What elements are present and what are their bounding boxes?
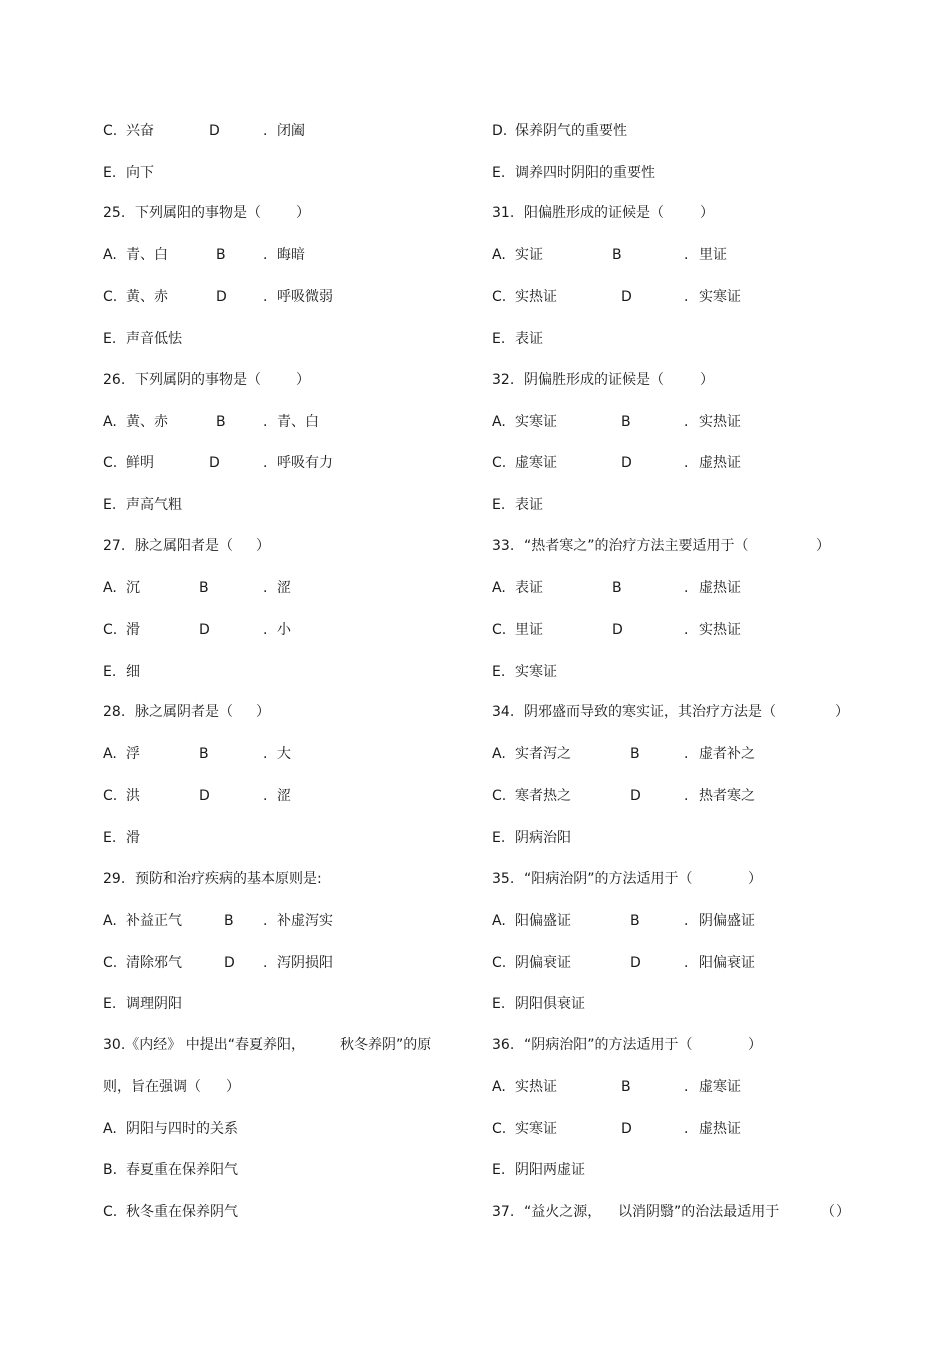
right-line-26-part-2: 阴阳两虚证 [515, 1162, 585, 1178]
left-line-7-part-2: 下列属阴的事物是（ [135, 372, 261, 388]
left-line-15-part-2: 脉之属阴者是（ [135, 704, 233, 720]
left-line-15-part-1: 28. [103, 704, 126, 720]
right-line-12-part-3: B [612, 580, 622, 596]
left-line-20-part-4: . [263, 913, 268, 929]
right-line-14-part-1: E. [492, 664, 506, 680]
right-line-24-part-3: B [621, 1079, 631, 1095]
right-line-27-part-5: ） [836, 1204, 850, 1220]
right-line-16-part-4: . [684, 746, 689, 762]
right-line-16-part-5: 虚者补之 [699, 746, 755, 762]
right-line-21-part-4: . [684, 955, 689, 971]
left-line-24-part-1: 则，旨在强调（ [103, 1079, 201, 1095]
left-line-25-part-1: A. [103, 1121, 117, 1137]
left-line-13-part-5: 小 [277, 622, 291, 638]
left-line-4-part-4: . [263, 247, 268, 263]
left-line-16-part-3: B [199, 746, 209, 762]
left-line-26-part-1: B. [103, 1162, 118, 1178]
left-line-14-part-1: E. [103, 664, 117, 680]
right-line-5-part-1: C. [492, 289, 507, 305]
right-line-7-part-3: ） [700, 372, 714, 388]
left-line-4-part-3: B [216, 247, 226, 263]
right-line-11-part-1: 33. [492, 538, 515, 554]
right-line-16-part-2: 实者泻之 [515, 746, 571, 762]
right-line-18-part-1: E. [492, 830, 506, 846]
left-line-4-part-5: 晦暗 [277, 247, 305, 263]
left-line-24-part-2: ） [226, 1079, 240, 1095]
left-line-5-part-3: D [216, 289, 227, 305]
left-line-2-part-2: 向下 [126, 165, 154, 181]
left-line-16-part-2: 浮 [126, 746, 140, 762]
right-line-1-part-2: 保养阴气的重要性 [515, 123, 627, 139]
left-line-17-part-4: . [263, 788, 268, 804]
left-line-1-part-5: 闭阖 [277, 123, 305, 139]
left-line-20-part-5: 补虚泻实 [277, 913, 333, 929]
right-line-17-part-3: D [630, 788, 641, 804]
right-line-20-part-4: . [684, 913, 689, 929]
right-line-9-part-2: 虚寒证 [515, 455, 557, 471]
left-line-9-part-4: . [263, 455, 268, 471]
right-line-17-part-4: . [684, 788, 689, 804]
left-line-22-part-2: 调理阴阳 [126, 996, 182, 1012]
right-line-24-part-2: 实热证 [515, 1079, 557, 1095]
right-line-22-part-2: 阴阳俱衰证 [515, 996, 585, 1012]
left-line-3-part-2: 下列属阳的事物是（ [135, 205, 261, 221]
right-line-19-part-3: ） [748, 871, 762, 887]
right-line-2-part-2: 调养四时阴阳的重要性 [515, 165, 655, 181]
left-line-8-part-2: 黄、赤 [126, 414, 168, 430]
left-line-13-part-2: 滑 [126, 622, 140, 638]
left-line-21-part-1: C. [103, 955, 118, 971]
left-line-11-part-1: 27. [103, 538, 126, 554]
left-line-20-part-1: A. [103, 913, 117, 929]
left-line-12-part-2: 沉 [126, 580, 140, 596]
right-line-6-part-1: E. [492, 331, 506, 347]
right-line-22-part-1: E. [492, 996, 506, 1012]
left-line-12-part-1: A. [103, 580, 117, 596]
right-line-9-part-1: C. [492, 455, 507, 471]
right-line-1-part-1: D. [492, 123, 508, 139]
left-line-16-part-4: . [263, 746, 268, 762]
right-line-16-part-3: B [630, 746, 640, 762]
left-line-20-part-3: B [224, 913, 234, 929]
right-line-20-part-2: 阳偏盛证 [515, 913, 571, 929]
right-line-24-part-1: A. [492, 1079, 506, 1095]
left-line-17-part-5: 涩 [277, 788, 291, 804]
right-line-25-part-1: C. [492, 1121, 507, 1137]
left-line-20-part-2: 补益正气 [126, 913, 182, 929]
left-line-16-part-5: 大 [277, 746, 291, 762]
right-line-8-part-3: B [621, 414, 631, 430]
right-line-18-part-2: 阴病治阳 [515, 830, 571, 846]
right-line-21-part-3: D [630, 955, 641, 971]
right-line-23-part-3: ） [748, 1037, 762, 1053]
right-line-13-part-2: 里证 [515, 622, 543, 638]
right-line-17-part-1: C. [492, 788, 507, 804]
right-line-8-part-4: . [684, 414, 689, 430]
left-line-13-part-4: . [263, 622, 268, 638]
left-line-18-part-1: E. [103, 830, 117, 846]
left-line-21-part-3: D [224, 955, 235, 971]
right-line-12-part-2: 表证 [515, 580, 543, 596]
left-line-27-part-1: C. [103, 1204, 118, 1220]
right-line-7-part-1: 32. [492, 372, 515, 388]
right-line-6-part-2: 表证 [515, 331, 543, 347]
right-line-4-part-1: A. [492, 247, 506, 263]
left-line-8-part-1: A. [103, 414, 117, 430]
left-line-23-part-1: 30.《内经》 中提出“春夏养阳， [103, 1037, 305, 1053]
left-line-4-part-2: 青、白 [126, 247, 168, 263]
left-line-13-part-3: D [199, 622, 210, 638]
right-line-9-part-5: 虚热证 [699, 455, 741, 471]
left-line-23-part-2: 秋冬养阴”的原 [340, 1037, 432, 1053]
left-line-10-part-2: 声高气粗 [126, 497, 182, 513]
left-line-13-part-1: C. [103, 622, 118, 638]
left-line-1-part-1: C. [103, 123, 118, 139]
left-line-3-part-1: 25. [103, 205, 126, 221]
right-line-13-part-4: . [684, 622, 689, 638]
right-line-24-part-5: 虚寒证 [699, 1079, 741, 1095]
left-line-5-part-4: . [263, 289, 268, 305]
left-line-8-part-4: . [263, 414, 268, 430]
left-line-2-part-1: E. [103, 165, 117, 181]
left-line-9-part-1: C. [103, 455, 118, 471]
left-line-1-part-4: . [263, 123, 268, 139]
right-line-23-part-1: 36. [492, 1037, 515, 1053]
right-line-10-part-2: 表证 [515, 497, 543, 513]
left-line-6-part-1: E. [103, 331, 117, 347]
right-line-13-part-1: C. [492, 622, 507, 638]
right-line-16-part-1: A. [492, 746, 506, 762]
left-line-27-part-2: 秋冬重在保养阴气 [126, 1204, 238, 1220]
right-line-26-part-1: E. [492, 1162, 506, 1178]
right-line-2-part-1: E. [492, 165, 506, 181]
left-line-14-part-2: 细 [126, 664, 140, 680]
left-line-17-part-2: 洪 [126, 788, 140, 804]
left-line-3-part-3: ） [296, 205, 310, 221]
right-line-7-part-2: 阴偏胜形成的证候是（ [524, 372, 664, 388]
right-line-3-part-2: 阳偏胜形成的证候是（ [524, 205, 664, 221]
right-line-9-part-4: . [684, 455, 689, 471]
right-line-20-part-5: 阴偏盛证 [699, 913, 755, 929]
left-line-12-part-5: 涩 [277, 580, 291, 596]
left-line-8-part-5: 青、白 [277, 414, 319, 430]
right-line-25-part-5: 虚热证 [699, 1121, 741, 1137]
left-line-21-part-2: 清除邪气 [126, 955, 182, 971]
left-line-22-part-1: E. [103, 996, 117, 1012]
right-line-4-part-4: . [684, 247, 689, 263]
left-line-12-part-3: B [199, 580, 209, 596]
right-line-15-part-2: 阴邪盛而导致的寒实证，其治疗方法是（ [524, 704, 776, 720]
right-line-11-part-3: ） [816, 538, 830, 554]
right-line-4-part-2: 实证 [515, 247, 543, 263]
left-line-5-part-1: C. [103, 289, 118, 305]
left-line-19-part-2: 预防和治疗疾病的基本原则是: [135, 871, 322, 887]
left-line-25-part-2: 阴阳与四时的关系 [126, 1121, 238, 1137]
left-line-19-part-1: 29. [103, 871, 126, 887]
left-line-10-part-1: E. [103, 497, 117, 513]
right-line-4-part-5: 里证 [699, 247, 727, 263]
right-line-8-part-5: 实热证 [699, 414, 741, 430]
right-line-21-part-1: C. [492, 955, 507, 971]
right-line-27-part-4: （ [821, 1204, 835, 1220]
left-line-21-part-5: 泻阴损阳 [277, 955, 333, 971]
right-line-5-part-3: D [621, 289, 632, 305]
right-line-14-part-2: 实寒证 [515, 664, 557, 680]
right-line-21-part-2: 阴偏衰证 [515, 955, 571, 971]
left-line-21-part-4: . [263, 955, 268, 971]
left-line-17-part-1: C. [103, 788, 118, 804]
left-line-11-part-2: 脉之属阳者是（ [135, 538, 233, 554]
right-line-19-part-2: “阳病治阴”的方法适用于（ [524, 871, 693, 887]
left-line-15-part-3: ） [256, 704, 270, 720]
right-line-13-part-5: 实热证 [699, 622, 741, 638]
right-column [492, 0, 872, 1345]
right-line-19-part-1: 35. [492, 871, 515, 887]
left-line-9-part-3: D [209, 455, 220, 471]
left-line-16-part-1: A. [103, 746, 117, 762]
left-line-1-part-3: D [209, 123, 220, 139]
left-line-26-part-2: 春夏重在保养阳气 [126, 1162, 238, 1178]
left-line-5-part-2: 黄、赤 [126, 289, 168, 305]
right-line-13-part-3: D [612, 622, 623, 638]
right-line-27-part-3: 以消阴翳”的治法最适用于 [618, 1204, 780, 1220]
right-line-12-part-1: A. [492, 580, 506, 596]
left-line-5-part-5: 呼吸微弱 [277, 289, 333, 305]
left-line-12-part-4: . [263, 580, 268, 596]
left-line-1-part-2: 兴奋 [126, 123, 154, 139]
right-line-21-part-5: 阳偏衰证 [699, 955, 755, 971]
left-line-9-part-2: 鲜明 [126, 455, 154, 471]
right-line-9-part-3: D [621, 455, 632, 471]
right-line-17-part-2: 寒者热之 [515, 788, 571, 804]
left-line-17-part-3: D [199, 788, 210, 804]
left-line-7-part-1: 26. [103, 372, 126, 388]
left-line-11-part-3: ） [256, 538, 270, 554]
right-line-11-part-2: “热者寒之”的治疗方法主要适用于（ [524, 538, 749, 554]
right-line-25-part-3: D [621, 1121, 632, 1137]
right-line-17-part-5: 热者寒之 [699, 788, 755, 804]
left-line-18-part-2: 滑 [126, 830, 140, 846]
right-line-20-part-1: A. [492, 913, 506, 929]
right-line-5-part-4: . [684, 289, 689, 305]
right-line-5-part-2: 实热证 [515, 289, 557, 305]
right-line-3-part-1: 31. [492, 205, 515, 221]
left-line-7-part-3: ） [296, 372, 310, 388]
right-line-20-part-3: B [630, 913, 640, 929]
right-line-8-part-1: A. [492, 414, 506, 430]
right-line-10-part-1: E. [492, 497, 506, 513]
right-line-8-part-2: 实寒证 [515, 414, 557, 430]
right-line-24-part-4: . [684, 1079, 689, 1095]
right-line-27-part-1: 37. [492, 1204, 515, 1220]
left-line-9-part-5: 呼吸有力 [277, 455, 333, 471]
left-column [103, 0, 483, 1345]
left-line-6-part-2: 声音低怯 [126, 331, 182, 347]
left-line-4-part-1: A. [103, 247, 117, 263]
right-line-15-part-1: 34. [492, 704, 515, 720]
left-line-8-part-3: B [216, 414, 226, 430]
right-line-12-part-4: . [684, 580, 689, 596]
right-line-23-part-2: “阴病治阳”的方法适用于（ [524, 1037, 693, 1053]
right-line-4-part-3: B [612, 247, 622, 263]
right-line-3-part-3: ） [700, 205, 714, 221]
right-line-12-part-5: 虚热证 [699, 580, 741, 596]
right-line-27-part-2: “益火之源， [524, 1204, 602, 1220]
right-line-15-part-3: ） [835, 704, 849, 720]
right-line-5-part-5: 实寒证 [699, 289, 741, 305]
right-line-25-part-4: . [684, 1121, 689, 1137]
right-line-25-part-2: 实寒证 [515, 1121, 557, 1137]
